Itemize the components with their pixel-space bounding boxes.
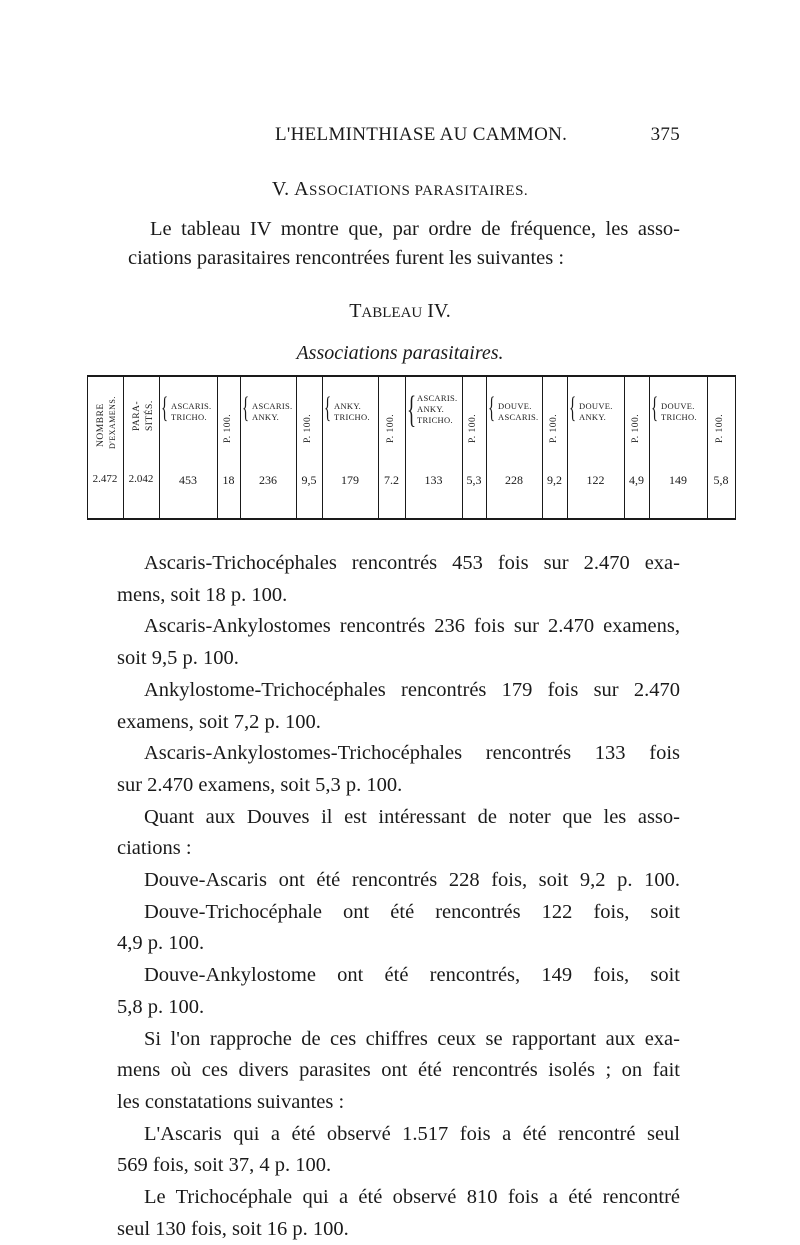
cell-asc-tri: 453 xyxy=(179,473,197,487)
cell-dou-asc: 228 xyxy=(505,473,523,487)
paragraph-line: sur 2.470 examens, soit 5,3 p. 100. xyxy=(117,773,403,796)
section-rest: SSOCIATIONS PARASITAIRES. xyxy=(309,183,529,199)
paragraph-line: L'Ascaris qui a été observé 1.517 fois a été rencontré seul xyxy=(144,1122,680,1145)
paragraph-line: ciations : xyxy=(117,837,192,860)
paragraph-line: seul 130 fois, soit 16 p. 100. xyxy=(117,1217,349,1240)
paragraph-line: Douve-Ascaris ont été rencontrés 228 fois, soit 9,2 p. 100. xyxy=(144,869,680,892)
running-title: L'HELMINTHIASE AU CAMMON. xyxy=(275,124,568,145)
intro-line: Le tableau IV montre que, par ordre de fréquence, les asso- xyxy=(150,218,680,240)
cell-dou-ank-pct: 4,9 xyxy=(629,473,644,487)
header-pct: P. 100. xyxy=(468,413,478,443)
table-title-number: IV. xyxy=(427,300,451,322)
table-top-rule xyxy=(87,375,736,377)
paragraph-line: Si l'on rapproche de ces chiffres ceux se rapportant aux exa- xyxy=(144,1027,680,1050)
paragraph-line: Le Trichocéphale qui a été observé 810 fois a été rencontré xyxy=(144,1186,680,1209)
cell-dou-tri-pct: 5,8 xyxy=(713,473,729,487)
section-initial: A xyxy=(294,178,310,200)
paragraph-line: mens où ces divers parasites ont été rencontrés isolés ; on fait xyxy=(117,1059,680,1082)
header-pct: P. 100. xyxy=(303,413,313,443)
paragraph-line: Ankylostome-Trichocéphales rencontrés 179 fois sur 2.470 xyxy=(144,678,680,701)
header-pct: P. 100. xyxy=(223,413,233,443)
body-text xyxy=(117,548,680,1245)
header-pct: P. 100. xyxy=(715,413,725,443)
cell-asc-ank-pct: 9,5 xyxy=(301,473,317,487)
paragraph-line: 569 fois, soit 37, 4 p. 100. xyxy=(117,1154,332,1177)
paragraph-line: Ascaris-Trichocéphales rencontrés 453 fois sur 2.470 exa- xyxy=(144,552,680,574)
cell-dou-tri: 149 xyxy=(669,473,687,487)
cell-dou-ank: 122 xyxy=(586,473,605,487)
intro-paragraph xyxy=(128,215,680,273)
table-bottom-rule xyxy=(87,518,736,520)
paragraph-line: 4,9 p. 100. xyxy=(117,932,205,955)
paragraph-line: Quant aux Douves il est intéressant de noter que les asso- xyxy=(144,805,680,828)
paragraph-line: Ascaris-Ankylostomes-Trichocéphales rencontrés 133 fois xyxy=(144,742,680,765)
paragraph-line: les constatations suivantes : xyxy=(117,1090,345,1113)
table-title-small: ABLEAU xyxy=(361,305,423,321)
paragraph-line: 5,8 p. 100. xyxy=(117,995,205,1018)
table-title-initial: T xyxy=(349,300,362,322)
associations-table: NOMBRE D'EXAMENS. PARA- SITÉS. { ASCARIS. TRICHO. { ASCARIS. ANKY. { ANKY. TRICHO. { ASCARIS. ANKY. TRICHO. { DOUVE. ASCARIS. { DOUVE. ANKY. { DOUVE. TRICHO. P. 100. P. 100. P. 100. P. 100. P. 100. P. 100. P. 100. 2.472 2.042 453 18 236 9,5 179 7.2 133 5,3 228 9,2 122 4,9 149 5,8 xyxy=(87,375,736,520)
header-sites: SITÉS. xyxy=(145,400,155,431)
header-pct: P. 100. xyxy=(386,413,396,443)
section-title xyxy=(0,178,800,201)
paragraph-line: soit 9,5 p. 100. xyxy=(117,647,239,670)
cell-asc-ank-tri-pct: 5,3 xyxy=(466,473,482,487)
cell-examens: 2.472 xyxy=(92,473,118,485)
paragraph-line: Douve-Trichocéphale ont été rencontrés 122 fois, soit xyxy=(144,900,680,923)
header-pct: P. 100. xyxy=(631,413,641,443)
header-para: PARA- xyxy=(132,400,142,431)
table-subtitle: Associations parasitaires. xyxy=(296,342,504,364)
section-numeral: V. xyxy=(271,178,290,200)
header-pct: P. 100. xyxy=(549,413,559,443)
cell-asc-ank-tri: 133 xyxy=(424,473,443,487)
cell-asc-tri-pct: 18 xyxy=(222,473,235,487)
table-title xyxy=(0,300,800,323)
paragraph-line: mens, soit 18 p. 100. xyxy=(117,583,288,606)
paragraph-line: Douve-Ankylostome ont été rencontrés, 149 fois, soit xyxy=(144,964,680,987)
cell-asc-ank: 236 xyxy=(259,473,277,487)
cell-dou-asc-pct: 9,2 xyxy=(547,473,562,487)
page-number: 375 xyxy=(650,124,680,145)
header-examens: D'EXAMENS. xyxy=(108,396,117,449)
cell-parasites: 2.042 xyxy=(128,473,154,485)
cell-ank-tri-pct: 7.2 xyxy=(384,473,399,487)
cell-ank-tri: 179 xyxy=(341,473,359,487)
paragraph-line: examens, soit 7,2 p. 100. xyxy=(117,710,321,733)
paragraph-line: Ascaris-Ankylostomes rencontrés 236 fois sur 2.470 examens, xyxy=(144,615,680,638)
intro-line: ciations parasitaires rencontrées furent les suivantes : xyxy=(128,247,565,269)
header-nombre: NOMBRE xyxy=(96,403,106,447)
